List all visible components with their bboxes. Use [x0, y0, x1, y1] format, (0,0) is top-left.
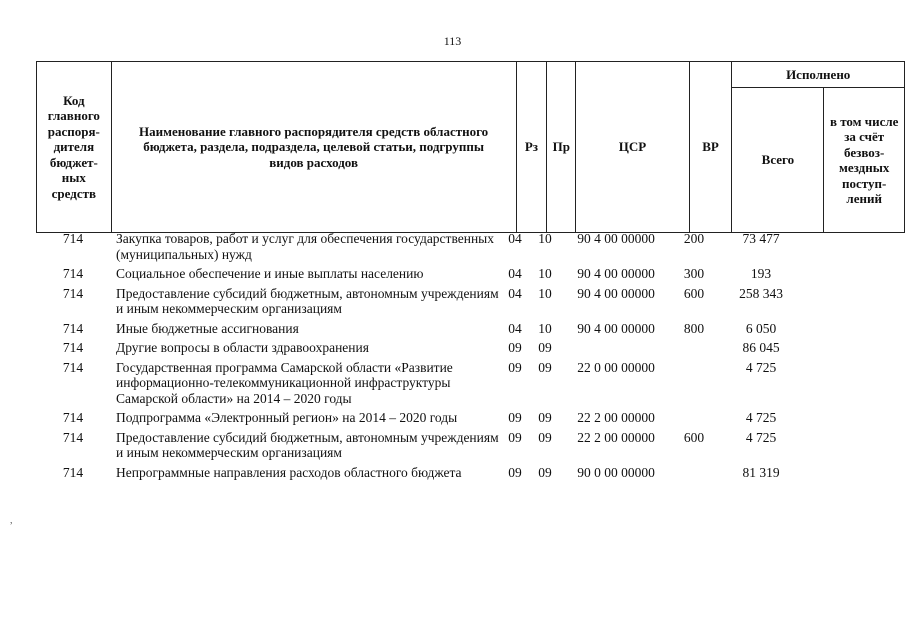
row-name: Государственная программа Самарской области «Развитие информационно-телекоммуникационной инфраструктуры Самарской области» на 2014 – 2020 годы	[116, 359, 453, 406]
row-name: Подпрограмма «Электронный регион» на 2014 – 2020 годы	[116, 410, 458, 425]
row-code: 714	[62, 464, 84, 480]
row-vr: 800	[683, 320, 705, 336]
row-gratuitous	[807, 430, 889, 465]
row-rz: 09	[508, 359, 522, 375]
row-total: 258 343	[739, 285, 783, 301]
row-vr: 600	[683, 429, 705, 445]
row-csr: 22 2 00 00000	[577, 429, 655, 445]
row-rz: 04	[508, 320, 522, 336]
row-gratuitous	[807, 231, 889, 266]
row-name: Другие вопросы в области здравоохранения	[116, 340, 369, 355]
row-pr: 10	[538, 320, 552, 336]
row-pr: 10	[538, 231, 552, 246]
header-name: Наименование главного распорядителя средств областного бюджета, раздела, подраздела, целевой статьи, подгруппы видов расходов	[111, 62, 516, 233]
row-gratuitous	[807, 286, 889, 321]
header-vr: ВР	[689, 62, 732, 233]
row-rz: 09	[508, 464, 522, 480]
row-code: 714	[62, 410, 84, 425]
table-row	[36, 231, 889, 266]
row-code: 714	[62, 359, 84, 375]
row-name: Иные бюджетные ассигнования	[116, 320, 299, 336]
row-gratuitous	[807, 410, 889, 430]
row-code: 714	[62, 266, 84, 281]
table-header	[36, 61, 905, 233]
table-row	[36, 266, 889, 286]
header-pr: Пр	[547, 62, 576, 233]
row-pr: 09	[538, 340, 552, 355]
header-csr: ЦСР	[576, 62, 690, 233]
table-row	[36, 430, 889, 465]
row-code: 714	[62, 340, 84, 355]
row-pr: 10	[538, 266, 552, 281]
header-rz: Рз	[516, 62, 547, 233]
row-rz: 09	[508, 340, 522, 355]
row-rz: 09	[508, 410, 522, 425]
row-pr: 09	[538, 464, 552, 480]
row-gratuitous	[807, 340, 889, 360]
header-total: Всего	[732, 88, 824, 233]
row-vr: 300	[683, 266, 705, 281]
header-gratuitous: в том числе за счёт безвоз-мездных поступ-лений	[824, 88, 905, 233]
row-vr	[673, 340, 715, 360]
row-csr: 90 4 00 00000	[577, 266, 655, 281]
row-vr	[673, 465, 715, 485]
page-number: 113	[443, 34, 462, 48]
scan-mark: ,	[10, 515, 13, 526]
row-pr: 09	[538, 429, 552, 445]
row-total: 6 050	[745, 320, 777, 336]
row-vr: 200	[683, 231, 705, 246]
row-csr: 22 2 00 00000	[577, 410, 655, 425]
table-row	[36, 286, 889, 321]
row-csr: 90 4 00 00000	[577, 231, 655, 246]
header-code: Код главного распоря-дителя бюджет-ных средств	[37, 62, 112, 233]
row-name: Непрограммные направления расходов областного бюджета	[116, 464, 462, 480]
row-code: 714	[62, 231, 84, 246]
row-total: 4 725	[745, 410, 777, 425]
header-executed: Исполнено	[732, 62, 905, 88]
row-total: 73 477	[742, 231, 780, 246]
row-csr: 90 4 00 00000	[577, 285, 655, 301]
row-gratuitous	[807, 321, 889, 341]
table-row	[36, 360, 889, 411]
row-gratuitous	[807, 266, 889, 286]
table-row	[36, 465, 889, 485]
row-gratuitous	[807, 465, 889, 485]
row-csr: 90 4 00 00000	[577, 320, 655, 336]
row-name: Предоставление субсидий бюджетным, автономным учреждениям и иным некоммерческим организациям	[116, 429, 499, 460]
row-code: 714	[62, 429, 84, 445]
row-pr: 09	[538, 410, 552, 425]
table-row	[36, 340, 889, 360]
row-total: 193	[750, 266, 772, 281]
row-total: 4 725	[745, 359, 777, 375]
table-row	[36, 410, 889, 430]
row-rz: 04	[508, 231, 522, 246]
table-body	[36, 231, 889, 484]
row-name: Социальное обеспечение и иные выплаты населению	[116, 266, 424, 281]
row-rz: 04	[508, 266, 522, 281]
row-gratuitous	[807, 360, 889, 411]
row-csr: 90 0 00 00000	[577, 464, 655, 480]
row-rz: 09	[508, 429, 522, 445]
row-vr	[673, 410, 715, 430]
row-vr	[673, 360, 715, 411]
row-pr: 10	[538, 285, 552, 301]
row-csr: 22 0 00 00000	[577, 359, 655, 375]
row-pr: 09	[538, 359, 552, 375]
row-name: Предоставление субсидий бюджетным, автономным учреждениям и иным некоммерческим организациям	[116, 285, 499, 316]
row-vr: 600	[683, 285, 705, 301]
row-rz: 04	[508, 285, 522, 301]
row-total: 81 319	[742, 464, 780, 480]
row-total: 4 725	[745, 429, 777, 445]
row-name: Закупка товаров, работ и услуг для обеспечения государственных (муниципальных) нужд	[116, 231, 495, 262]
row-code: 714	[62, 285, 84, 301]
row-total: 86 045	[742, 340, 780, 355]
row-csr	[559, 340, 673, 360]
table-row	[36, 321, 889, 341]
row-code: 714	[62, 320, 84, 336]
